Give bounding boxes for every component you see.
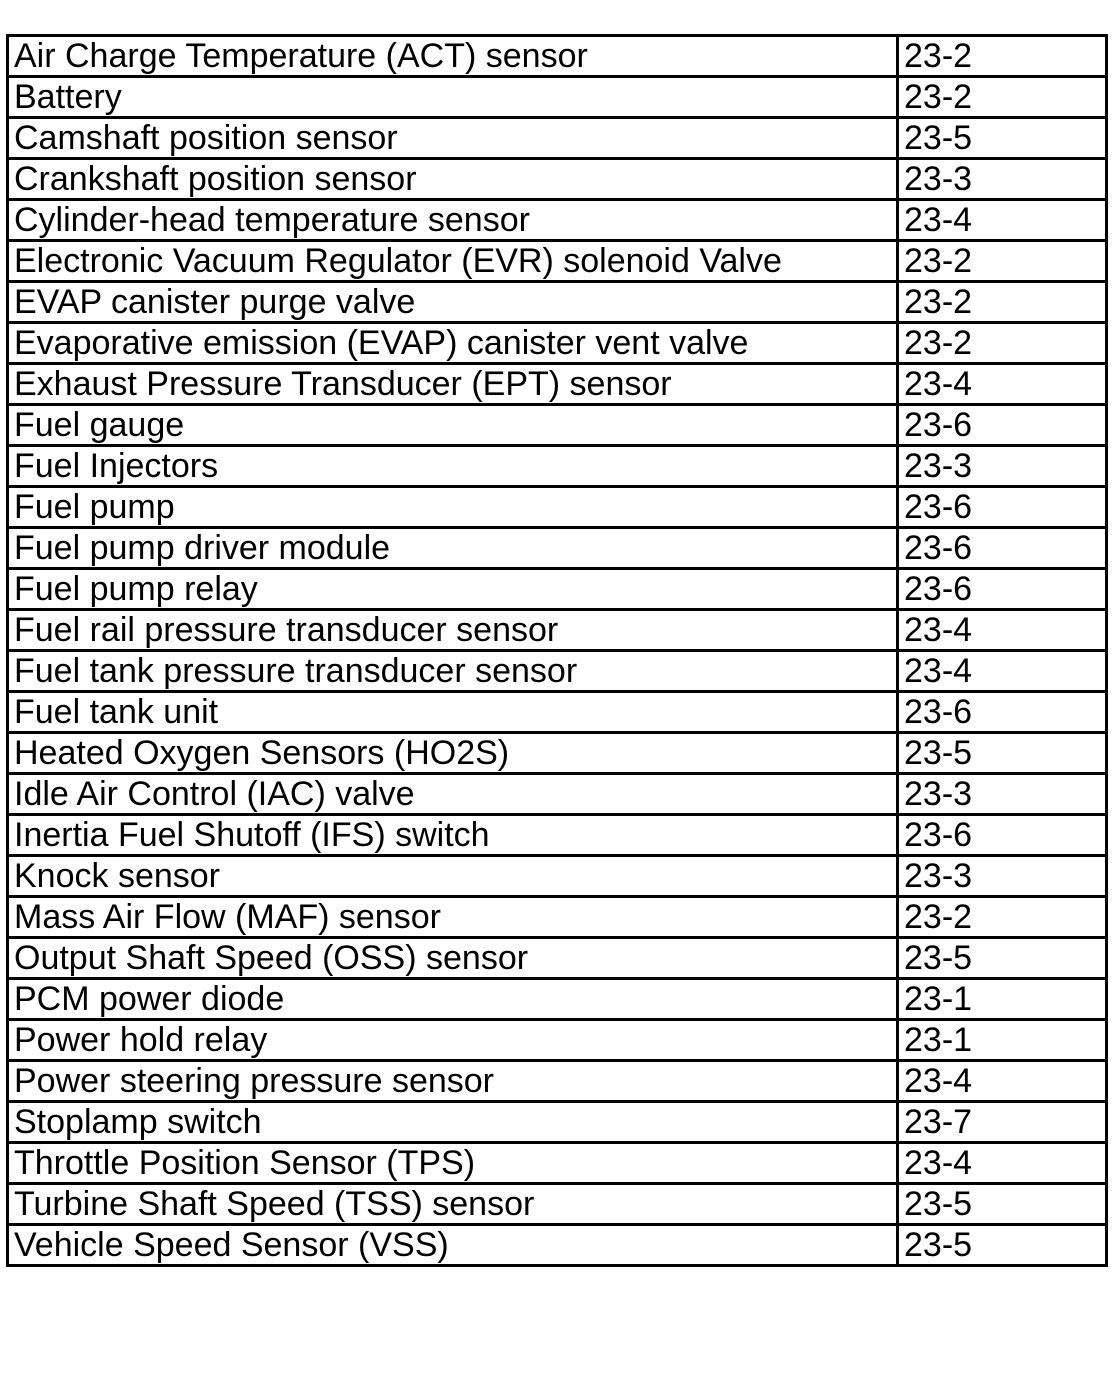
component-name-cell: Heated Oxygen Sensors (HO2S) [8,733,898,774]
page-reference-cell: 23-2 [898,897,1107,938]
page-reference-cell: 23-4 [898,651,1107,692]
component-name-cell: Mass Air Flow (MAF) sensor [8,897,898,938]
page-reference-cell: 23-6 [898,692,1107,733]
page-reference-cell: 23-4 [898,364,1107,405]
table-row [8,569,1107,610]
table-row [8,897,1107,938]
table-row [8,36,1107,77]
component-index-table [6,34,1108,1267]
component-name-cell: Exhaust Pressure Transducer (EPT) sensor [8,364,898,405]
table-row [8,938,1107,979]
component-name-cell: Fuel pump [8,487,898,528]
table-row [8,610,1107,651]
table-row [8,1184,1107,1225]
table-row [8,282,1107,323]
component-name-cell: EVAP canister purge valve [8,282,898,323]
component-name-cell: Fuel Injectors [8,446,898,487]
page-reference-cell: 23-6 [898,405,1107,446]
page-reference-cell: 23-5 [898,1225,1107,1266]
component-name-cell: Output Shaft Speed (OSS) sensor [8,938,898,979]
table-row [8,651,1107,692]
page-reference-cell: 23-6 [898,815,1107,856]
component-name-cell: Air Charge Temperature (ACT) sensor [8,36,898,77]
page-reference-cell: 23-3 [898,774,1107,815]
page-reference-cell: 23-6 [898,487,1107,528]
component-name-cell: Battery [8,77,898,118]
table-row [8,364,1107,405]
component-name-cell: Throttle Position Sensor (TPS) [8,1143,898,1184]
page-reference-cell: 23-2 [898,282,1107,323]
table-row [8,774,1107,815]
table-row [8,979,1107,1020]
page-reference-cell: 23-3 [898,446,1107,487]
table-row [8,528,1107,569]
component-name-cell: Power hold relay [8,1020,898,1061]
page-reference-cell: 23-5 [898,733,1107,774]
table-row [8,733,1107,774]
table-row [8,200,1107,241]
component-name-cell: Fuel tank pressure transducer sensor [8,651,898,692]
component-name-cell: Camshaft position sensor [8,118,898,159]
table-row [8,118,1107,159]
page-reference-cell: 23-4 [898,610,1107,651]
page-reference-cell: 23-1 [898,979,1107,1020]
table-row [8,159,1107,200]
table-row [8,856,1107,897]
page-reference-cell: 23-3 [898,856,1107,897]
table-row [8,323,1107,364]
page-reference-cell: 23-4 [898,1061,1107,1102]
table-row [8,1102,1107,1143]
component-index-body [8,36,1107,1266]
page-reference-cell: 23-2 [898,241,1107,282]
table-row [8,1143,1107,1184]
page-reference-cell: 23-2 [898,323,1107,364]
table-row [8,1061,1107,1102]
component-name-cell: Cylinder-head temperature sensor [8,200,898,241]
component-name-cell: Fuel rail pressure transducer sensor [8,610,898,651]
page-reference-cell: 23-1 [898,1020,1107,1061]
component-name-cell: Knock sensor [8,856,898,897]
component-name-cell: Vehicle Speed Sensor (VSS) [8,1225,898,1266]
page-reference-cell: 23-2 [898,36,1107,77]
page-reference-cell: 23-5 [898,938,1107,979]
component-name-cell: Turbine Shaft Speed (TSS) sensor [8,1184,898,1225]
table-row [8,446,1107,487]
component-name-cell: Fuel pump driver module [8,528,898,569]
page-reference-cell: 23-5 [898,118,1107,159]
page-reference-cell: 23-3 [898,159,1107,200]
table-row [8,487,1107,528]
component-name-cell: Inertia Fuel Shutoff (IFS) switch [8,815,898,856]
table-row [8,815,1107,856]
component-name-cell: Idle Air Control (IAC) valve [8,774,898,815]
component-name-cell: PCM power diode [8,979,898,1020]
component-name-cell: Stoplamp switch [8,1102,898,1143]
component-name-cell: Evaporative emission (EVAP) canister vent valve [8,323,898,364]
table-row [8,77,1107,118]
component-name-cell: Power steering pressure sensor [8,1061,898,1102]
component-name-cell: Crankshaft position sensor [8,159,898,200]
table-row [8,1020,1107,1061]
component-name-cell: Fuel tank unit [8,692,898,733]
page-reference-cell: 23-7 [898,1102,1107,1143]
page-reference-cell: 23-4 [898,200,1107,241]
page-reference-cell: 23-6 [898,569,1107,610]
page-reference-cell: 23-4 [898,1143,1107,1184]
table-row [8,241,1107,282]
component-name-cell: Fuel pump relay [8,569,898,610]
component-name-cell: Fuel gauge [8,405,898,446]
table-row [8,1225,1107,1266]
page-reference-cell: 23-2 [898,77,1107,118]
component-name-cell: Electronic Vacuum Regulator (EVR) solenoid Valve [8,241,898,282]
page-reference-cell: 23-5 [898,1184,1107,1225]
table-row [8,405,1107,446]
page-reference-cell: 23-6 [898,528,1107,569]
table-row [8,692,1107,733]
